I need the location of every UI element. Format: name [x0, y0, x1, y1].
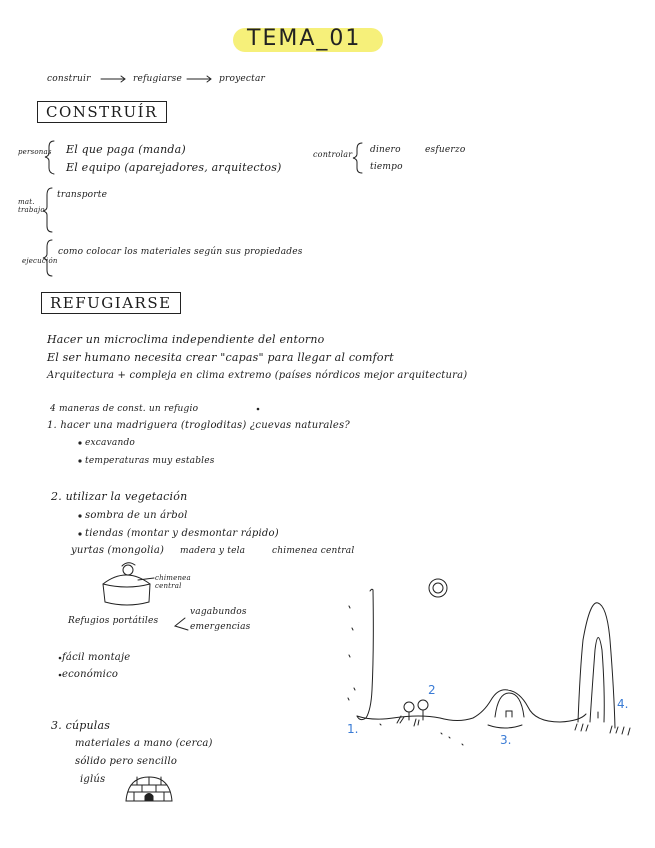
portable-text: Refugios portátiles [68, 616, 159, 626]
way-3-line-2: sólido pero sencillo [75, 756, 178, 767]
note-2: económico [62, 669, 119, 680]
way-1: 1. hacer una madriguera (trogloditas) ¿cuevas naturales? [47, 420, 350, 431]
page-title: TEMA_01 [247, 26, 362, 51]
flow-arrows [101, 76, 211, 82]
flow-step-1: construir [47, 74, 91, 84]
portable-option-2: emergencias [190, 622, 251, 632]
brace-personas [45, 141, 54, 174]
transport-text: transporte [57, 190, 108, 200]
ways-title: 4 maneras de const. un refugio [50, 404, 199, 414]
yurts-mid-text: madera y tela [180, 546, 246, 556]
bullets [59, 441, 82, 676]
igloo-sketch [126, 777, 172, 801]
way-3: 3. cúpulas [51, 719, 111, 732]
brace-controlar [353, 143, 362, 173]
chimenea-label: chimenea central [155, 574, 191, 590]
way-2-bullet-2: tiendas (montar y desmontar rápido) [85, 528, 279, 539]
ejecucion-label: ejecución [22, 257, 58, 265]
note-1: fácil montaje [62, 652, 131, 663]
section-heading-construir: CONSTRUÍR [37, 101, 167, 123]
control-item-esfuerzo: esfuerzo [425, 145, 466, 155]
way-3-line-1: materiales a mano (cerca) [75, 738, 213, 749]
way-1-bullet-2: temperaturas muy estables [85, 456, 215, 466]
diagram-number-3: 3. [500, 733, 512, 747]
way-1-bullet-1: excavando [85, 438, 136, 448]
diagram-number-4: 4. [617, 697, 629, 711]
refugio-line-3: Arquitectura + compleja en clima extremo (países nórdicos mejor arquitectura) [47, 370, 468, 381]
landscape-drawing [348, 579, 630, 745]
section-heading-refugiarse: REFUGIARSE [41, 292, 181, 314]
mat-trabajo-label: mat. trabajo [18, 198, 45, 214]
construir-item-1: El que paga (manda) [66, 143, 186, 156]
way-2: 2. utilizar la vegetación [51, 490, 188, 503]
yurts-text: yurtas (mongolia) [71, 545, 165, 556]
yurt-sketch [103, 563, 154, 605]
brace-ejecucion [43, 240, 52, 276]
portable-option-1: vagabundos [190, 607, 247, 617]
portable-angle [175, 618, 188, 630]
flow-step-3: proyectar [219, 74, 266, 84]
construir-item-2: El equipo (aparejadores, arquitectos) [66, 161, 282, 174]
refugio-line-2: El ser humano necesita crear "capas" para llegar al comfort [47, 351, 394, 364]
yurts-right-text: chimenea central [272, 546, 355, 556]
diagram-number-1: 1. [347, 722, 359, 736]
brace-transporte [43, 188, 52, 232]
flow-step-2: refugiarse [133, 74, 183, 84]
way-2-bullet-1: sombra de un árbol [85, 510, 188, 521]
way-3-line-3: iglús [80, 774, 106, 785]
ejecucion-text: como colocar los materiales según sus propiedades [58, 247, 303, 257]
controlar-label: controlar [313, 150, 353, 159]
refugio-line-1: Hacer un microclima independiente del entorno [47, 333, 325, 346]
personas-label: personas [18, 148, 52, 156]
control-item-tiempo: tiempo [370, 162, 403, 172]
diagram-number-2: 2 [428, 683, 436, 697]
control-item-dinero: dinero [370, 145, 401, 155]
